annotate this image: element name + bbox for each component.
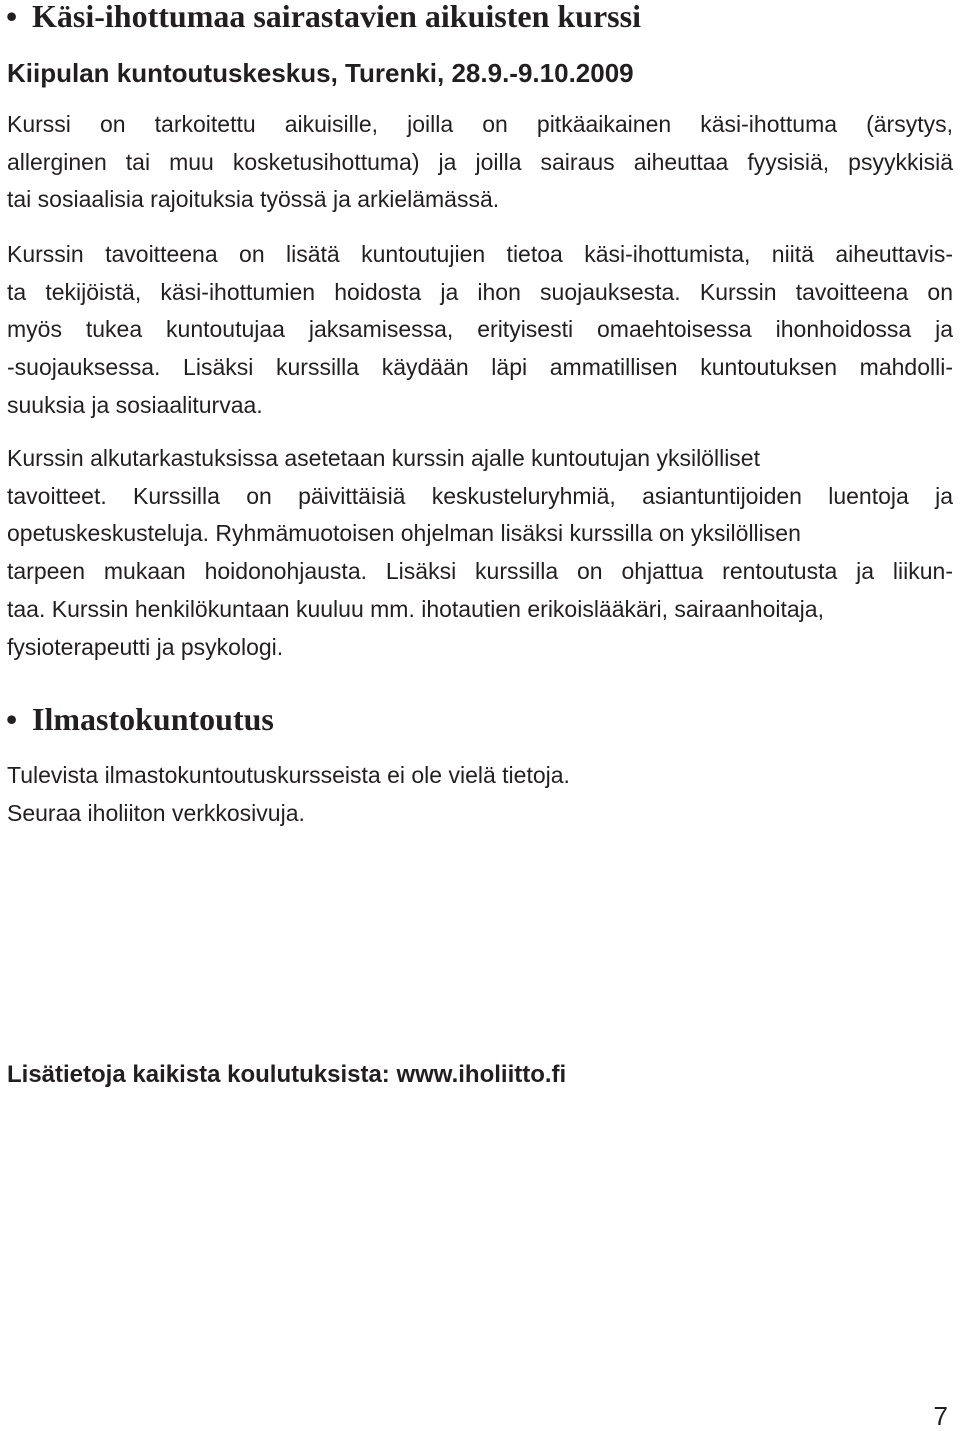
paragraph-line: Kurssi on tarkoitettu aikuisille, joilla on pitkäaikainen käsi-ihottuma (ärsytys, (7, 111, 953, 137)
paragraph-line: ta tekijöistä, käsi-ihottumien hoidosta ja ihon suojauksesta. Kurssin tavoitteena on (7, 278, 953, 305)
bullet-icon: • (6, 0, 18, 34)
course-location-dates: Kiipulan kuntoutuskeskus, Turenki, 28.9.-9.10.2009 (7, 58, 634, 88)
paragraph-line: taa. Kurssin henkilökuntaan kuuluu mm. ihotautien erikoislääkäri, sairaanhoitaja, (7, 595, 824, 622)
more-info-text: Lisätietoja kaikista koulutuksista: www.iholiitto.fi (7, 1061, 567, 1088)
paragraph-line: fysioterapeutti ja psykologi. (7, 633, 284, 660)
paragraph-line: suuksia ja sosiaaliturvaa. (7, 391, 263, 418)
paragraph-line: Kurssin alkutarkastuksissa asetetaan kurssin ajalle kuntoutujan yksilölliset (7, 445, 760, 471)
course-paragraph-2 (7, 236, 953, 425)
paragraph-line: Seuraa iholiiton verkkosivuja. (7, 799, 305, 826)
paragraph-line: tai sosiaalisia rajoituksia työssä ja arkielämässä. (7, 186, 500, 213)
paragraph-line: opetuskeskusteluja. Ryhmämuotoisen ohjelman lisäksi kurssilla on yksilöllisen (7, 520, 801, 547)
page-number: 7 (933, 1401, 948, 1431)
paragraph-line: tavoitteet. Kurssilla on päivittäisiä keskusteluryhmiä, asiantuntijoiden luentoja ja (7, 482, 953, 509)
paragraph-line: Tulevista ilmastokuntoutuskursseista ei ole vielä tietoja. (7, 762, 570, 788)
climate-paragraph (7, 757, 570, 832)
paragraph-line: -suojauksessa. Lisäksi kurssilla käydään läpi ammatillisen kuntoutuksen mahdolli- (7, 354, 953, 381)
course-section-heading (6, 0, 641, 34)
paragraph-line: Kurssin tavoitteena on lisätä kuntoutujien tietoa käsi-ihottumista, niitä aiheuttavis- (7, 241, 953, 267)
bullet-icon: • (6, 701, 18, 737)
climate-section-title: Ilmastokuntoutus (32, 701, 274, 737)
course-paragraph-3 (7, 440, 953, 666)
paragraph-line: allerginen tai muu kosketusihottuma) ja joilla sairaus aiheuttaa fyysisiä, psyykkisiä (7, 148, 953, 175)
course-paragraph-1 (7, 106, 953, 219)
climate-section-heading (6, 701, 274, 737)
paragraph-line: tarpeen mukaan hoidonohjausta. Lisäksi kurssilla on ohjattua rentoutusta ja liikun- (7, 558, 953, 585)
course-section-title: Käsi-ihottumaa sairastavien aikuisten kurssi (32, 0, 641, 34)
paragraph-line: myös tukea kuntoutujaa jaksamisessa, erityisesti omaehtoisessa ihonhoidossa ja (7, 316, 953, 343)
